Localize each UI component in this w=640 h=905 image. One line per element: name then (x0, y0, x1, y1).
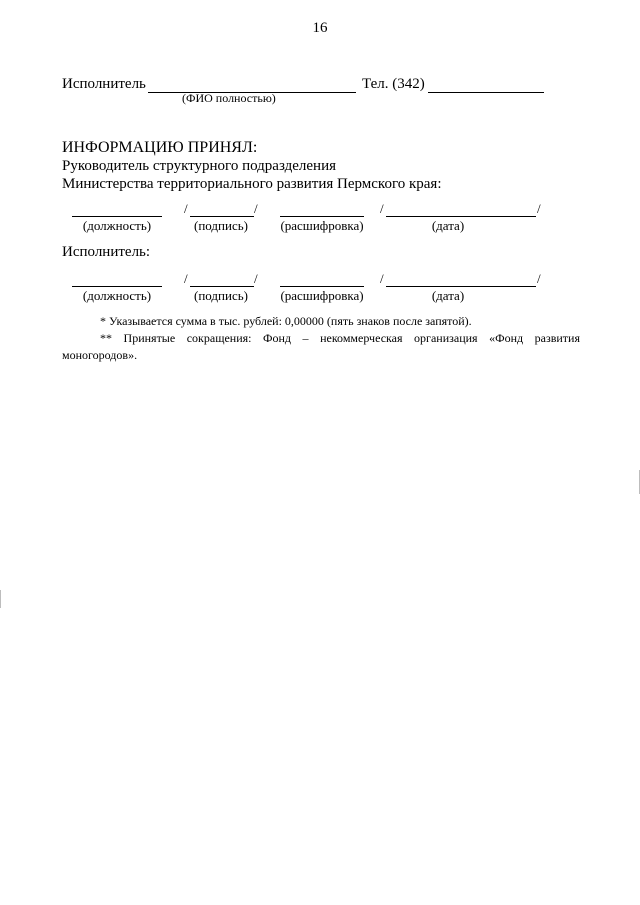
info-line-1: Руководитель структурного подразделения (62, 158, 336, 174)
info-heading: ИНФОРМАЦИЮ ПРИНЯЛ: (62, 139, 258, 156)
date-caption: (дата) (431, 218, 465, 233)
date-caption: (дата) (431, 288, 465, 303)
position-line (72, 286, 162, 287)
slash: / (184, 271, 188, 286)
decoding-caption: (расшифровка) (280, 288, 364, 303)
footnote-2: ** Принятые сокращения: Фонд – некоммерческая организация «Фонд развития моногородов». (62, 331, 580, 362)
scan-artifact (0, 590, 1, 608)
decoding-caption: (расшифровка) (280, 218, 364, 233)
footnote-1: * Указывается сумма в тыс. рублей: 0,00000 (пять знаков после запятой). (100, 314, 472, 328)
slash: / (184, 201, 188, 216)
slash: / (254, 271, 258, 286)
signature-line (190, 286, 254, 287)
phone-label: Тел. (342) (362, 76, 425, 92)
name-caption: (ФИО полностью) (182, 91, 276, 105)
signature-line (190, 216, 254, 217)
slash: / (380, 271, 384, 286)
executor-label: Исполнитель (62, 76, 146, 92)
position-line (72, 216, 162, 217)
page-number: 16 (312, 20, 328, 36)
decoding-line (280, 216, 364, 217)
slash: / (537, 201, 541, 216)
slash: / (380, 201, 384, 216)
position-caption: (должность) (82, 218, 152, 233)
slash: / (537, 271, 541, 286)
date-line (386, 216, 536, 217)
position-caption: (должность) (82, 288, 152, 303)
date-line (386, 286, 536, 287)
signature-caption: (подпись) (194, 288, 248, 303)
phone-line (428, 92, 544, 93)
decoding-line (280, 286, 364, 287)
info-line-2: Министерства территориального развития Пермского края: (62, 176, 442, 192)
slash: / (254, 201, 258, 216)
executor-heading: Исполнитель: (62, 244, 151, 260)
signature-caption: (подпись) (194, 218, 248, 233)
